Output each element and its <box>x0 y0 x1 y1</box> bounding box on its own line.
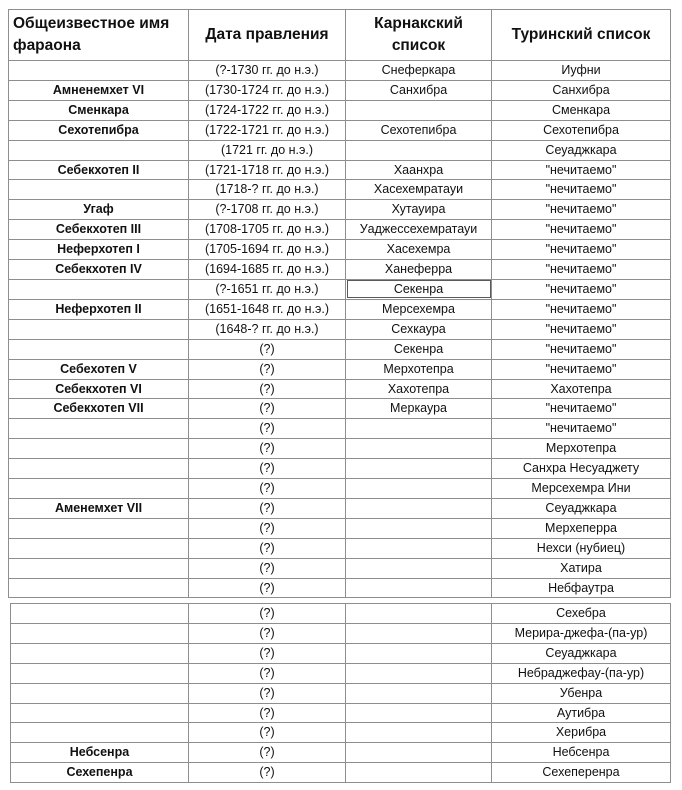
table-row <box>9 419 671 439</box>
cell-pharaoh-name[interactable]: Сехепенра <box>11 763 189 783</box>
cell-pharaoh-name[interactable]: Угаф <box>9 200 189 220</box>
cell-reign-date[interactable]: (1694-1685 гг. до н.э.) <box>189 260 346 280</box>
cell-reign-date[interactable]: (?) <box>189 623 346 643</box>
cell-pharaoh-name[interactable]: Сехотепибра <box>9 120 189 140</box>
cell-reign-date[interactable]: (1721-1718 гг. до н.э.) <box>189 160 346 180</box>
table-row <box>11 623 671 643</box>
table-row <box>9 120 671 140</box>
cell-reign-date[interactable]: (?) <box>189 683 346 703</box>
cell-reign-date[interactable]: (?) <box>189 538 346 558</box>
cell-reign-date[interactable]: (?) <box>189 723 346 743</box>
table-row <box>11 723 671 743</box>
cell-pharaoh-name[interactable]: Аменемхет VII <box>9 498 189 518</box>
cell-reign-date[interactable]: (1724-1722 гг. до н.э.) <box>189 100 346 120</box>
cell-reign-date[interactable]: (?-1651 гг. до н.э.) <box>189 279 346 299</box>
cell-karnak[interactable] <box>346 643 492 663</box>
cell-turin[interactable]: Санхра Несуаджету <box>492 459 671 479</box>
cell-reign-date[interactable]: (?) <box>189 578 346 598</box>
table-row <box>9 260 671 280</box>
pharaoh-table-continued <box>10 603 671 783</box>
cell-pharaoh-name[interactable] <box>11 703 189 723</box>
table-row <box>9 61 671 81</box>
table-row <box>11 683 671 703</box>
cell-reign-date[interactable]: (?) <box>189 743 346 763</box>
pharaoh-table <box>8 9 671 598</box>
cell-reign-date[interactable]: (?) <box>189 419 346 439</box>
cell-turin[interactable]: Сеуаджкара <box>492 643 671 663</box>
cell-reign-date[interactable]: (?) <box>189 459 346 479</box>
cell-reign-date[interactable]: (?) <box>189 763 346 783</box>
table-row <box>9 279 671 299</box>
cell-pharaoh-name[interactable] <box>11 683 189 703</box>
table-row <box>9 399 671 419</box>
cell-pharaoh-name[interactable]: Себекхотеп VI <box>9 379 189 399</box>
cell-pharaoh-name[interactable] <box>9 319 189 339</box>
table-row <box>11 703 671 723</box>
table-row <box>11 604 671 624</box>
cell-karnak[interactable]: Сехкаура <box>346 319 492 339</box>
cell-turin[interactable]: "нечитаемо" <box>492 279 671 299</box>
cell-turin[interactable]: Хахотепра <box>492 379 671 399</box>
cell-karnak[interactable] <box>346 623 492 643</box>
cell-reign-date[interactable]: (?) <box>189 439 346 459</box>
table-row <box>9 439 671 459</box>
cell-reign-date[interactable]: (?) <box>189 479 346 499</box>
cell-turin[interactable]: Убенра <box>492 683 671 703</box>
cell-karnak[interactable]: Хасехемра <box>346 240 492 260</box>
cell-karnak[interactable] <box>346 683 492 703</box>
cell-pharaoh-name[interactable]: Амненемхет VI <box>9 80 189 100</box>
cell-karnak[interactable] <box>346 140 492 160</box>
table-row <box>9 160 671 180</box>
header-karnak-list[interactable] <box>346 10 492 61</box>
table-row <box>9 240 671 260</box>
table-row <box>9 200 671 220</box>
cell-turin[interactable]: "нечитаемо" <box>492 419 671 439</box>
cell-pharaoh-name[interactable] <box>9 339 189 359</box>
cell-karnak[interactable]: Уаджессехемратауи <box>346 220 492 240</box>
cell-pharaoh-name[interactable] <box>9 538 189 558</box>
cell-karnak[interactable] <box>346 578 492 598</box>
cell-reign-date[interactable]: (1648-? гг. до н.э.) <box>189 319 346 339</box>
table-row <box>9 319 671 339</box>
table-row <box>9 379 671 399</box>
cell-pharaoh-name[interactable] <box>9 439 189 459</box>
cell-reign-date[interactable]: (1721 гг. до н.э.) <box>189 140 346 160</box>
table-row <box>9 339 671 359</box>
cell-reign-date[interactable]: (1708-1705 гг. до н.э.) <box>189 220 346 240</box>
table-row <box>11 643 671 663</box>
cell-turin[interactable]: Сеуаджкара <box>492 140 671 160</box>
header-row <box>9 10 671 61</box>
table-row <box>11 743 671 763</box>
table-body-main <box>9 61 671 598</box>
cell-turin[interactable]: "нечитаемо" <box>492 220 671 240</box>
cell-turin[interactable]: Небраджефау-(па-ур) <box>492 663 671 683</box>
cell-reign-date[interactable]: (?) <box>189 399 346 419</box>
cell-pharaoh-name[interactable] <box>11 663 189 683</box>
cell-turin[interactable]: Сменкара <box>492 100 671 120</box>
cell-turin[interactable]: "нечитаемо" <box>492 160 671 180</box>
cell-reign-date[interactable]: (1651-1648 гг. до н.э.) <box>189 299 346 319</box>
cell-pharaoh-name[interactable]: Себехотеп V <box>9 359 189 379</box>
cell-reign-date[interactable]: (?) <box>189 703 346 723</box>
cell-pharaoh-name[interactable]: Сменкара <box>9 100 189 120</box>
table-row <box>9 479 671 499</box>
table-row <box>9 578 671 598</box>
cell-turin[interactable]: Небфаутра <box>492 578 671 598</box>
cell-karnak[interactable] <box>346 100 492 120</box>
cell-reign-date[interactable]: (?) <box>189 604 346 624</box>
cell-turin[interactable]: "нечитаемо" <box>492 299 671 319</box>
cell-reign-date[interactable]: (1718-? гг. до н.э.) <box>189 180 346 200</box>
table-row <box>9 459 671 479</box>
cell-turin[interactable]: "нечитаемо" <box>492 240 671 260</box>
cell-reign-date[interactable]: (1722-1721 гг. до н.э.) <box>189 120 346 140</box>
cell-karnak[interactable]: Хасехемратауи <box>346 180 492 200</box>
cell-pharaoh-name[interactable]: Себекхотеп II <box>9 160 189 180</box>
cell-turin[interactable]: "нечитаемо" <box>492 200 671 220</box>
cell-pharaoh-name[interactable] <box>9 180 189 200</box>
cell-karnak[interactable]: Хахотепра <box>346 379 492 399</box>
cell-pharaoh-name[interactable]: Себекхотеп VII <box>9 399 189 419</box>
table-row <box>9 538 671 558</box>
cell-pharaoh-name[interactable] <box>9 419 189 439</box>
cell-turin[interactable]: Херибра <box>492 723 671 743</box>
cell-karnak[interactable] <box>346 479 492 499</box>
table-row <box>9 498 671 518</box>
cell-pharaoh-name[interactable] <box>9 459 189 479</box>
header-karnak-line2: список <box>391 37 446 54</box>
cell-pharaoh-name[interactable] <box>9 61 189 81</box>
cell-turin[interactable]: "нечитаемо" <box>492 260 671 280</box>
header-pharaoh-name-line2: фараона <box>13 37 81 54</box>
cell-turin[interactable]: Хатира <box>492 558 671 578</box>
table-row <box>9 220 671 240</box>
cell-karnak[interactable] <box>346 538 492 558</box>
cell-karnak[interactable]: Хаанхра <box>346 160 492 180</box>
cell-karnak[interactable]: Секенра <box>346 339 492 359</box>
cell-karnak[interactable] <box>346 419 492 439</box>
cell-turin[interactable]: Мерира-джефа-(па-ур) <box>492 623 671 643</box>
cell-pharaoh-name[interactable] <box>11 623 189 643</box>
cell-pharaoh-name[interactable]: Себекхотеп III <box>9 220 189 240</box>
header-reign-date[interactable]: Дата правления <box>189 10 346 61</box>
cell-turin[interactable]: Сехеперенра <box>492 763 671 783</box>
cell-turin[interactable]: Сеуаджкара <box>492 498 671 518</box>
cell-pharaoh-name[interactable] <box>9 558 189 578</box>
cell-karnak[interactable]: Санхибра <box>346 80 492 100</box>
cell-pharaoh-name[interactable]: Неферхотеп II <box>9 299 189 319</box>
cell-turin[interactable]: Нехси (нубиец) <box>492 538 671 558</box>
cell-turin[interactable]: Сехебра <box>492 604 671 624</box>
cell-turin[interactable]: "нечитаемо" <box>492 359 671 379</box>
cell-karnak[interactable] <box>346 498 492 518</box>
cell-pharaoh-name[interactable] <box>11 723 189 743</box>
header-karnak-line1: Карнакский <box>374 15 463 32</box>
cell-karnak[interactable] <box>346 604 492 624</box>
cell-turin[interactable]: Сехотепибра <box>492 120 671 140</box>
cell-turin[interactable]: Мерхотепра <box>492 439 671 459</box>
table-row <box>9 558 671 578</box>
cell-karnak[interactable]: Ханеферра <box>346 260 492 280</box>
table-row <box>11 763 671 783</box>
cell-karnak[interactable]: Снеферкара <box>346 61 492 81</box>
table-body-continued <box>11 604 671 783</box>
cell-karnak[interactable] <box>346 663 492 683</box>
header-turin-list[interactable]: Туринский список <box>492 10 671 61</box>
cell-reign-date[interactable]: (?) <box>189 518 346 538</box>
cell-reign-date[interactable]: (?) <box>189 663 346 683</box>
cell-pharaoh-name[interactable]: Неферхотеп I <box>9 240 189 260</box>
cell-turin[interactable]: Иуфни <box>492 61 671 81</box>
cell-pharaoh-name[interactable]: Себекхотеп IV <box>9 260 189 280</box>
cell-karnak[interactable] <box>346 763 492 783</box>
cell-pharaoh-name[interactable] <box>11 643 189 663</box>
cell-karnak[interactable] <box>346 558 492 578</box>
cell-pharaoh-name[interactable] <box>11 604 189 624</box>
cell-reign-date[interactable]: (?) <box>189 379 346 399</box>
cell-reign-date[interactable]: (?-1708 гг. до н.э.) <box>189 200 346 220</box>
table-row <box>9 518 671 538</box>
cell-turin[interactable]: Мерхеперра <box>492 518 671 538</box>
table-row <box>9 180 671 200</box>
cell-turin[interactable]: Санхибра <box>492 80 671 100</box>
cell-pharaoh-name[interactable] <box>9 479 189 499</box>
cell-karnak[interactable]: Меркаура <box>346 399 492 419</box>
cell-karnak-selected[interactable]: Секенра <box>346 279 492 299</box>
cell-karnak[interactable] <box>346 743 492 763</box>
cell-reign-date[interactable]: (?) <box>189 558 346 578</box>
cell-reign-date[interactable]: (?) <box>189 643 346 663</box>
table-row <box>9 80 671 100</box>
cell-reign-date[interactable]: (1730-1724 гг. до н.э.) <box>189 80 346 100</box>
table-row <box>9 140 671 160</box>
cell-turin[interactable]: "нечитаемо" <box>492 399 671 419</box>
cell-turin[interactable]: Аутибра <box>492 703 671 723</box>
cell-pharaoh-name[interactable] <box>9 140 189 160</box>
cell-karnak[interactable] <box>346 518 492 538</box>
cell-turin[interactable]: "нечитаемо" <box>492 339 671 359</box>
header-pharaoh-name-line1: Общеизвестное имя <box>13 15 170 32</box>
table-row <box>9 359 671 379</box>
cell-pharaoh-name[interactable] <box>9 279 189 299</box>
cell-karnak[interactable] <box>346 439 492 459</box>
cell-karnak[interactable]: Мерхотепра <box>346 359 492 379</box>
cell-karnak[interactable]: Хутауира <box>346 200 492 220</box>
cell-karnak[interactable]: Сехотепибра <box>346 120 492 140</box>
cell-turin[interactable]: Небсенра <box>492 743 671 763</box>
cell-karnak[interactable] <box>346 459 492 479</box>
header-pharaoh-name[interactable] <box>9 10 189 61</box>
table-row <box>9 299 671 319</box>
table-row <box>11 663 671 683</box>
cell-reign-date[interactable]: (?) <box>189 359 346 379</box>
cell-karnak[interactable] <box>346 703 492 723</box>
cell-reign-date[interactable]: (?) <box>189 498 346 518</box>
cell-turin[interactable]: "нечитаемо" <box>492 180 671 200</box>
cell-reign-date[interactable]: (1705-1694 гг. до н.э.) <box>189 240 346 260</box>
cell-karnak[interactable] <box>346 723 492 743</box>
cell-pharaoh-name[interactable] <box>9 518 189 538</box>
cell-pharaoh-name[interactable] <box>9 578 189 598</box>
cell-turin[interactable]: "нечитаемо" <box>492 319 671 339</box>
cell-turin[interactable]: Мерсехемра Ини <box>492 479 671 499</box>
cell-reign-date[interactable]: (?) <box>189 339 346 359</box>
table-row <box>9 100 671 120</box>
cell-karnak[interactable]: Мерсехемра <box>346 299 492 319</box>
cell-pharaoh-name[interactable]: Небсенра <box>11 743 189 763</box>
cell-reign-date[interactable]: (?-1730 гг. до н.э.) <box>189 61 346 81</box>
